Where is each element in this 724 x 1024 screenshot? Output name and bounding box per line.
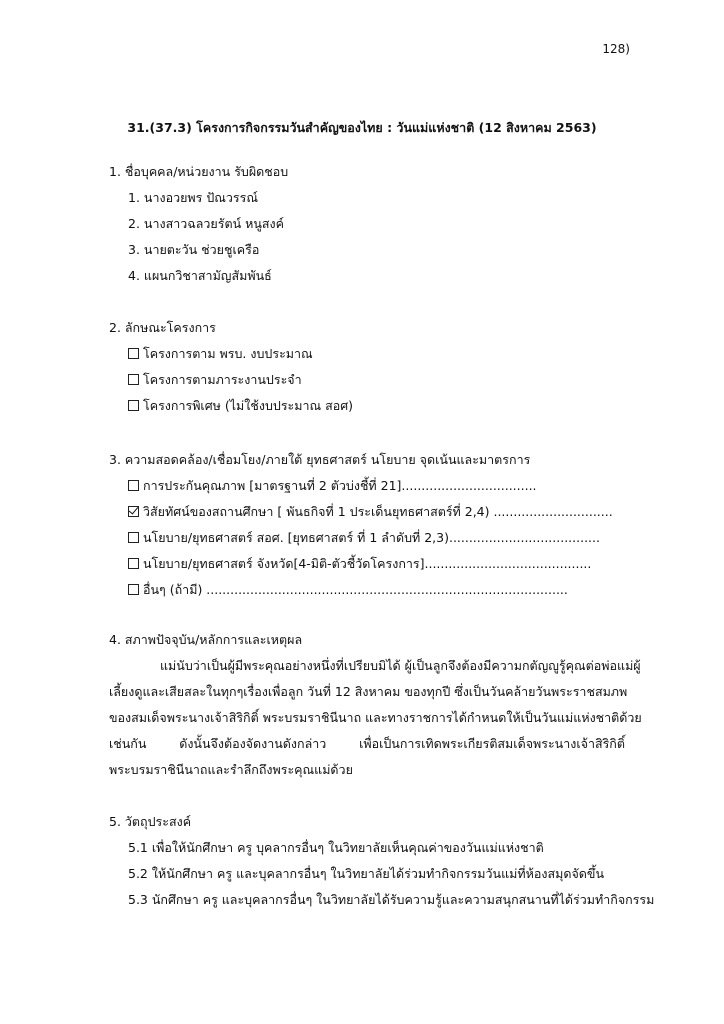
section1-heading: 1. ชื่อบุคคล/หน่วยงาน รับผิดชอบ [109, 164, 289, 179]
objective-item: 5.3 นักศึกษา ครู และบุคลากรอื่นๆ ในวิทยาลัยได้รับความรู้และความสนุกสนานที่ได้ร่วมทำกิจกรรม [128, 892, 655, 907]
alignment-option[interactable] [128, 555, 591, 573]
checkbox-icon[interactable] [128, 374, 139, 385]
rationale-line: ของสมเด็จพระนางเจ้าสิริกิติ์ พระบรมราชินีนาถ และทางราชการได้กำหนดให้เป็นวันแม่แห่งชาติด้วย [109, 710, 642, 725]
project-type-option[interactable] [128, 397, 353, 415]
objective-item: 5.2 ให้นักศึกษา ครู และบุคลากรอื่นๆ ในวิทยาลัยได้ร่วมทำกิจกรรมวันแม่ที่ห้องสมุดจัดขึ้น [128, 866, 604, 881]
rationale-line: แม่นับว่าเป็นผู้มีพระคุณอย่างหนึ่งที่เปรียบมิได้ ผู้เป็นลูกจึงต้องมีความกตัญญูรู้คุณต่อพ่อแม่ผู้ [160, 658, 641, 673]
project-type-option[interactable] [128, 371, 302, 389]
section3-heading: 3. ความสอดคล้อง/เชื่อมโยง/ภายใต้ ยุทธศาสตร์ นโยบาย จุดเน้นและมาตรการ [109, 452, 531, 467]
responsible-item: 4. แผนกวิชาสามัญสัมพันธ์ [128, 268, 272, 283]
checkbox-icon[interactable] [128, 480, 139, 491]
option-label: นโยบาย/ยุทธศาสตร์ จังหวัด[4-มิติ-ตัวชี้วัดโครงการ].......................................... [143, 556, 592, 571]
project-type-option[interactable] [128, 345, 313, 363]
page-number: 128) [602, 42, 630, 56]
option-label: โครงการพิเศษ (ไม่ใช้งบประมาณ สอศ) [143, 398, 354, 413]
objective-item: 5.1 เพื่อให้นักศึกษา ครู บุคลากรอื่นๆ ในวิทยาลัยเห็นคุณค่าของวันแม่แห่งชาติ [128, 840, 544, 855]
rationale-line: เช่นกัน ดังนั้นจึงต้องจัดงานดังกล่าว เพื่อเป็นการเทิดพระเกียรติสมเด็จพระนางเจ้าสิริกิติ์ [109, 736, 625, 751]
option-label: โครงการตามภาระงานประจำ [143, 372, 302, 387]
checkbox-icon[interactable] [128, 348, 139, 359]
alignment-option[interactable] [128, 477, 537, 495]
section5-heading: 5. วัตถุประสงค์ [109, 814, 192, 829]
document-title: 31.(37.3) โครงการกิจกรรมวันสำคัญของไทย : วันแม่แห่งชาติ (12 สิงหาคม 2563) [127, 120, 597, 135]
responsible-item: 2. นางสาวฉลวยรัตน์ หนูสงค์ [128, 216, 284, 231]
checkbox-icon[interactable] [128, 584, 139, 595]
option-label: โครงการตาม พรบ. งบประมาณ [143, 346, 313, 361]
responsible-item: 3. นายตะวัน ช่วยชูเครือ [128, 242, 260, 257]
checkbox-icon[interactable] [128, 558, 139, 569]
checked-checkbox-icon[interactable] [128, 506, 139, 517]
alignment-option[interactable] [128, 529, 600, 547]
section2-heading: 2. ลักษณะโครงการ [109, 320, 216, 335]
option-label: วิสัยทัศน์ของสถานศึกษา [ พันธกิจที่ 1 ประเด็นยุทธศาสตร์ที่ 2,4) .............................. [143, 504, 613, 519]
option-label: นโยบาย/ยุทธศาสตร์ สอศ. [ยุทธศาสตร์ ที่ 1 ลำดับที่ 2,3)...................................... [143, 530, 600, 545]
checkbox-icon[interactable] [128, 400, 139, 411]
alignment-option[interactable] [128, 503, 613, 521]
responsible-item: 1. นางอวยพร ปัณวรรณ์ [128, 190, 258, 205]
section4-heading: 4. สภาพปัจจุบัน/หลักการและเหตุผล [109, 632, 303, 647]
alignment-option[interactable] [128, 581, 568, 599]
checkbox-icon[interactable] [128, 532, 139, 543]
rationale-line: พระบรมราชินีนาถและรำลึกถึงพระคุณแม่ด้วย [109, 762, 353, 777]
option-label: การประกันคุณภาพ [มาตรฐานที่ 2 ตัวบ่งชี้ที่ 21].................................. [143, 478, 537, 493]
rationale-line: เลี้ยงดูและเสียสละในทุกๆเรื่องเพื่อลูก วันที่ 12 สิงหาคม ของทุกปี ซึ่งเป็นวันคล้ายวันพระราชสมภพ [109, 684, 628, 699]
option-label: อื่นๆ (ถ้ามี) ........................................................................................... [143, 582, 568, 597]
